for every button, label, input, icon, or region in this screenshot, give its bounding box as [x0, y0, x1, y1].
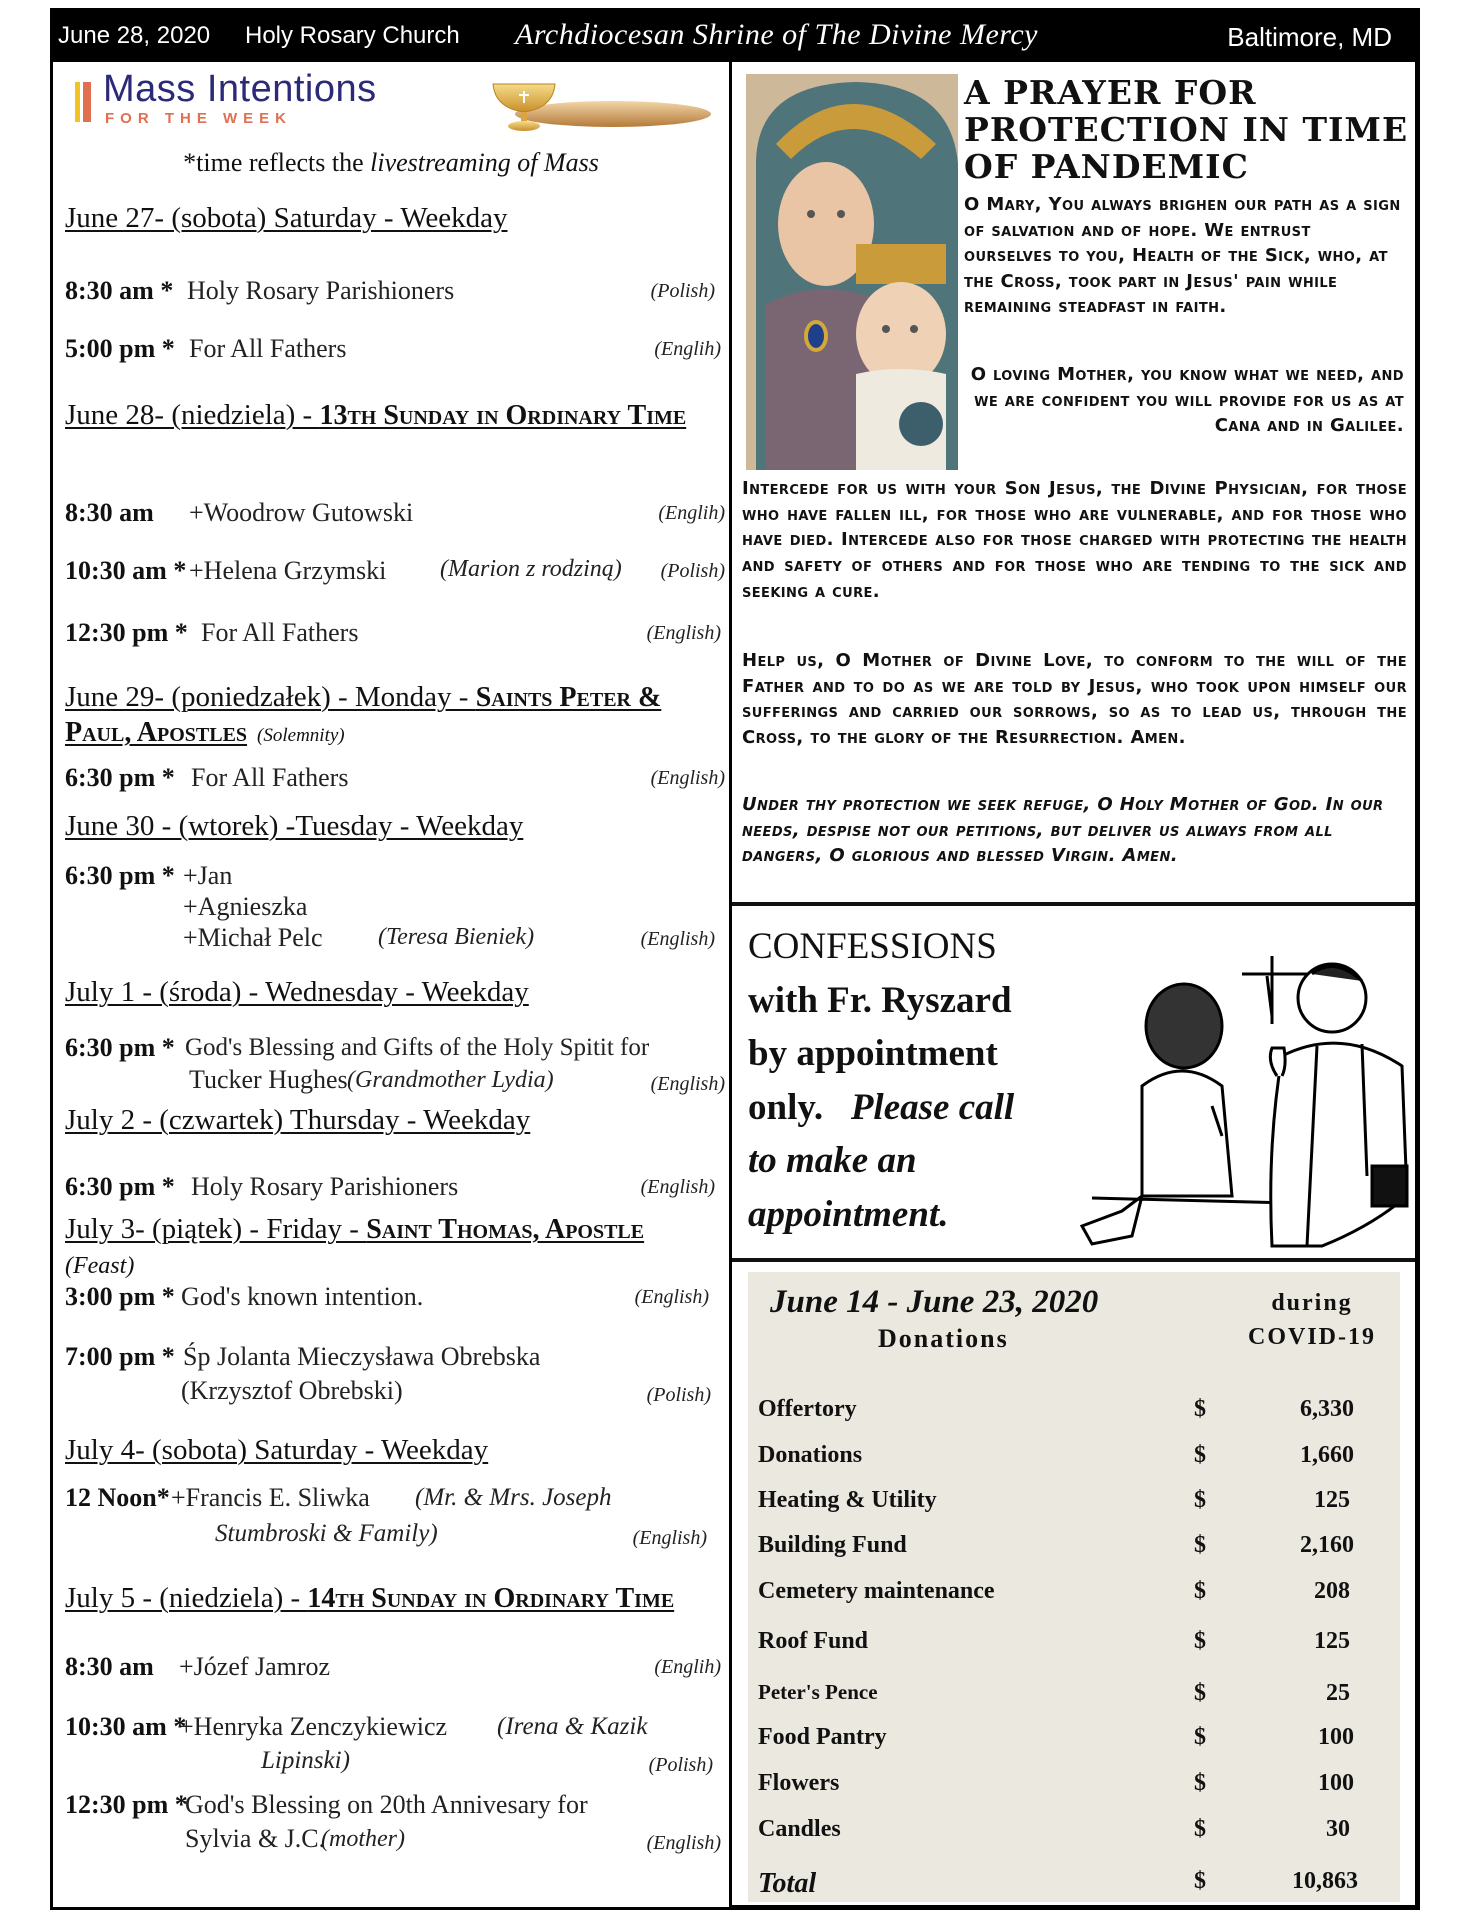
donation-amount: 100: [1318, 1724, 1354, 1750]
currency-symbol: $: [1194, 1442, 1206, 1468]
day-heading: [65, 1580, 725, 1617]
confessions-section: [732, 902, 1415, 1262]
currency-symbol: $: [1194, 1770, 1206, 1796]
donation-label: Candles: [758, 1816, 841, 1842]
mass-requested-by: (Marion z rodziną): [440, 556, 622, 582]
currency-symbol: $: [1194, 1487, 1206, 1513]
day-heading: [65, 1212, 705, 1283]
right-column: [732, 62, 1420, 1910]
mass-entry: [65, 1788, 725, 1854]
mass-language: (English): [646, 622, 721, 644]
city-name: Baltimore, MD: [1227, 22, 1392, 52]
donations-table: [748, 1272, 1400, 1902]
mass-intentions-logo: [75, 68, 715, 134]
day-heading-date: July 3- (piątek) - Friday -: [65, 1213, 367, 1245]
mass-language: (English): [640, 1176, 715, 1198]
mass-intention: +Józef Jamroz: [179, 1652, 331, 1681]
day-heading-note: (Solemnity): [257, 725, 345, 746]
donation-total-label: Total: [758, 1868, 817, 1899]
prayer-paragraph: Help us, O Mother of Divine Love, to conform to the will of the Father and to do as we are told by Jesus, who took upon himself our sufferings and carried our sorrows, so as to lead us, through the Cross, to the glory of the Resurrection. Amen.: [742, 650, 1407, 749]
donation-label: Roof Fund: [758, 1628, 869, 1654]
day-heading: [65, 397, 725, 434]
mass-language: (Polish): [660, 560, 725, 582]
mass-time: 6:30 pm *: [65, 763, 175, 792]
mass-intention-line: +Jan: [183, 861, 233, 890]
mass-requested-by: (Teresa Bieniek): [378, 924, 535, 950]
mass-language: (English): [640, 928, 715, 950]
day-heading-date: July 5 - (niedziela) -: [65, 1582, 308, 1614]
confession-illustration-icon: [1072, 926, 1412, 1256]
prayer-title-line: PROTECTION IN TIME: [964, 110, 1409, 149]
day-heading-feast: Saint Thomas, Apostle: [366, 1214, 645, 1245]
day-heading-note: (Feast): [65, 1253, 135, 1279]
prayer-title-line: OF PANDEMIC: [964, 147, 1249, 186]
prayer-sub-tuum: Under thy protection we seek refuge, O Holy Mother of God. In our needs, despise not our petitions, but deliver us always from all dangers, O glorious and blessed Virgin. Amen.: [742, 794, 1384, 867]
currency-symbol: $: [1194, 1628, 1206, 1654]
mass-intention-line: (Krzysztof Obrebski): [181, 1376, 403, 1405]
donation-amount: 125: [1314, 1487, 1350, 1513]
mass-time: 3:00 pm *: [65, 1282, 175, 1311]
mass-intention: Holy Rosary Parishioners: [187, 276, 455, 305]
pandemic-prayer-section: [732, 62, 1415, 902]
currency-symbol: $: [1194, 1532, 1206, 1558]
day-heading-feast: 14th Sunday in Ordinary Time: [307, 1583, 675, 1614]
logo-subtitle: FOR THE WEEK: [105, 110, 292, 127]
mass-requested-by: (Grandmother Lydia): [347, 1067, 554, 1093]
donation-label: Donations: [758, 1442, 863, 1468]
confessions-text: [748, 920, 1014, 1241]
mass-intention-line: God's Blessing on 20th Annivesary for: [185, 1790, 588, 1819]
mass-intention-line: +Michał Pelc: [183, 923, 323, 952]
mass-intention: +Henryka Zenczykiewicz: [179, 1712, 448, 1741]
mass-time: 8:30 am: [65, 498, 154, 527]
day-heading: [65, 680, 705, 753]
confessions-title: CONFESSIONS: [748, 926, 997, 967]
mass-time: 10:30 am *: [65, 556, 187, 585]
donation-amount: 100: [1318, 1770, 1354, 1796]
mass-intention: Holy Rosary Parishioners: [191, 1172, 459, 1201]
day-heading: [65, 976, 529, 1009]
donation-label: Flowers: [758, 1770, 840, 1796]
donation-amount: 208: [1314, 1578, 1350, 1604]
madonna-and-child-image: [746, 74, 958, 470]
donations-period: June 14 - June 23, 2020: [770, 1284, 1099, 1320]
mass-language: (English): [634, 1286, 709, 1308]
mass-intention: For All Fathers: [189, 334, 347, 363]
mass-language: (Polish): [646, 1384, 711, 1406]
prayer-title: [964, 74, 1408, 185]
mass-intention-line: God's Blessing and Gifts of the Holy Spitit for: [185, 1034, 650, 1061]
currency-symbol: $: [1194, 1868, 1206, 1894]
note-prefix: *time reflects the: [183, 148, 371, 177]
donations-label: Donations: [878, 1324, 1009, 1353]
donation-label: Cemetery maintenance: [758, 1578, 995, 1604]
prayer-paragraph: O Mary, You always brighen our path as a sign of salvation and of hope. We entrust ourselves to you, Health of the Sick, who, at the Cross, took part in Jesus' pain while remaining steadfast in faith.: [964, 194, 1401, 317]
mass-time: 12:30 pm *: [65, 618, 188, 647]
mass-intention: For All Fathers: [191, 763, 349, 792]
mass-entry: [65, 1032, 725, 1098]
mass-entry: [65, 1710, 725, 1776]
livestream-note: [53, 148, 729, 178]
prayer-title-line: A PRAYER FOR: [964, 73, 1257, 112]
donations-covid-note: [1248, 1286, 1376, 1354]
mass-requested-by-line: (Mr. & Mrs. Joseph: [415, 1484, 612, 1511]
logo-bar-yellow: [75, 82, 80, 122]
day-heading-date: June 28- (niedziela) -: [65, 399, 320, 431]
mass-language: (Englih): [654, 1656, 721, 1678]
covid-note-line: COVID-19: [1248, 1324, 1376, 1350]
mass-requested-by: (mother): [321, 1826, 405, 1852]
mass-time: 8:30 am *: [65, 276, 174, 305]
donation-amount: 125: [1314, 1628, 1350, 1654]
donation-amount: 2,160: [1300, 1532, 1354, 1558]
mass-requested-by-line: Stumbroski & Family): [215, 1520, 438, 1547]
mass-language: (English): [646, 1832, 721, 1854]
donation-label: Food Pantry: [758, 1724, 887, 1750]
mass-time: 7:00 pm *: [65, 1342, 175, 1371]
day-heading-feast: 13th Sunday in Ordinary Time: [319, 400, 687, 431]
bulletin-date: June 28, 2020: [58, 22, 211, 49]
mass-language: (English): [650, 1073, 725, 1095]
currency-symbol: $: [1194, 1724, 1206, 1750]
mass-language: (English): [632, 1527, 707, 1549]
mass-language: (Polish): [650, 280, 715, 302]
mass-language: (Polish): [648, 1754, 713, 1776]
currency-symbol: $: [1194, 1578, 1206, 1604]
currency-symbol: $: [1194, 1816, 1206, 1842]
prayer-paragraph: Intercede for us with your Son Jesus, the Divine Physician, for those who have fallen ill, for those who are vulnerable, and for those who have died. Intercede also for those charged with protecting the health and safety of others and for those who are tending to the sick and seeking a cure.: [742, 478, 1407, 602]
mass-intention: +Woodrow Gutowski: [189, 498, 414, 527]
confessions-line: Please call: [850, 1086, 1015, 1128]
mass-intention: +Francis E. Sliwka: [171, 1483, 370, 1512]
currency-symbol: $: [1194, 1680, 1206, 1706]
confessions-line: only.: [748, 1086, 824, 1128]
donation-amount: 25: [1326, 1680, 1350, 1706]
mass-time: 12 Noon*: [65, 1483, 170, 1512]
mass-entry: [65, 1340, 725, 1406]
mass-time: 10:30 am *: [65, 1712, 187, 1741]
mass-intention-line: Tucker Hughes: [189, 1065, 348, 1094]
header-bar: [50, 8, 1420, 62]
mass-language: (English): [650, 767, 725, 789]
day-heading-date: June 29- (poniedzałek) - Monday -: [65, 681, 476, 713]
mass-language: (Englih): [658, 502, 725, 524]
mass-language: (Englih): [654, 338, 721, 360]
logo-title: Mass Intentions: [103, 68, 377, 110]
mass-time: 6:30 pm *: [65, 861, 175, 890]
mass-time: 5:00 pm *: [65, 334, 175, 363]
mass-intention-line: Sylvia & J.C.: [185, 1824, 326, 1853]
day-heading-feast: Saints Peter & Paul, Apostles: [65, 682, 662, 748]
mass-time: 6:30 pm *: [65, 1172, 175, 1201]
church-name: Holy Rosary Church: [245, 22, 460, 49]
mass-intention: God's known intention.: [181, 1282, 424, 1311]
confessions-line: with Fr. Ryszard: [748, 979, 1012, 1021]
donation-amount: 30: [1326, 1816, 1350, 1842]
mass-time: 12:30 pm *: [65, 1790, 188, 1819]
note-italic: livestreaming of Mass: [370, 148, 599, 177]
shrine-name: Archdiocesan Shrine of The Divine Mercy: [515, 18, 1038, 51]
mass-entry: [65, 1480, 725, 1549]
mass-intention: +Helena Grzymski: [189, 556, 387, 585]
confessions-line: by appointment: [748, 1033, 998, 1074]
confessions-line: to make an: [748, 1140, 917, 1181]
day-heading-date: July 1 - (środa) - Wednesday - Weekday: [65, 976, 529, 1008]
mass-intention-line: +Agnieszka: [183, 892, 308, 921]
chalice-bread-icon: [483, 76, 713, 136]
donation-label: Peter's Pence: [758, 1680, 878, 1704]
mass-entry: [65, 860, 725, 950]
mass-intention: For All Fathers: [201, 618, 359, 647]
day-heading: June 30 - (wtorek) -Tuesday - Weekday: [65, 810, 524, 842]
donation-amount: 6,330: [1300, 1396, 1354, 1422]
mass-time: 6:30 pm *: [65, 1033, 175, 1062]
day-heading: June 27- (sobota) Saturday - Weekday: [65, 202, 508, 234]
confessions-line: appointment.: [748, 1193, 949, 1235]
donation-total-amount: 10,863: [1292, 1868, 1358, 1894]
currency-symbol: $: [1194, 1396, 1206, 1422]
donation-label: Heating & Utility: [758, 1487, 937, 1513]
mass-requested-by-line: (Irena & Kazik: [497, 1713, 648, 1740]
prayer-paragraph: O loving Mother, you know what we need, and we are confident you will provide for us as at Cana and in Galilee.: [970, 364, 1404, 436]
covid-note-line: during: [1271, 1290, 1353, 1316]
mass-requested-by-line: Lipinski): [261, 1747, 350, 1774]
mass-time: 8:30 am: [65, 1652, 154, 1681]
mass-intention-line: Śp Jolanta Mieczysława Obrebska: [183, 1342, 541, 1371]
day-heading: July 4- (sobota) Saturday - Weekday: [65, 1434, 489, 1466]
day-heading: July 2 - (czwartek) Thursday - Weekday: [65, 1104, 531, 1136]
donation-label: Building Fund: [758, 1532, 907, 1558]
donation-amount: 1,660: [1300, 1442, 1354, 1468]
logo-bar-orange: [83, 82, 91, 122]
mass-intentions-panel: [50, 62, 732, 1910]
donation-label: Offertory: [758, 1396, 857, 1422]
